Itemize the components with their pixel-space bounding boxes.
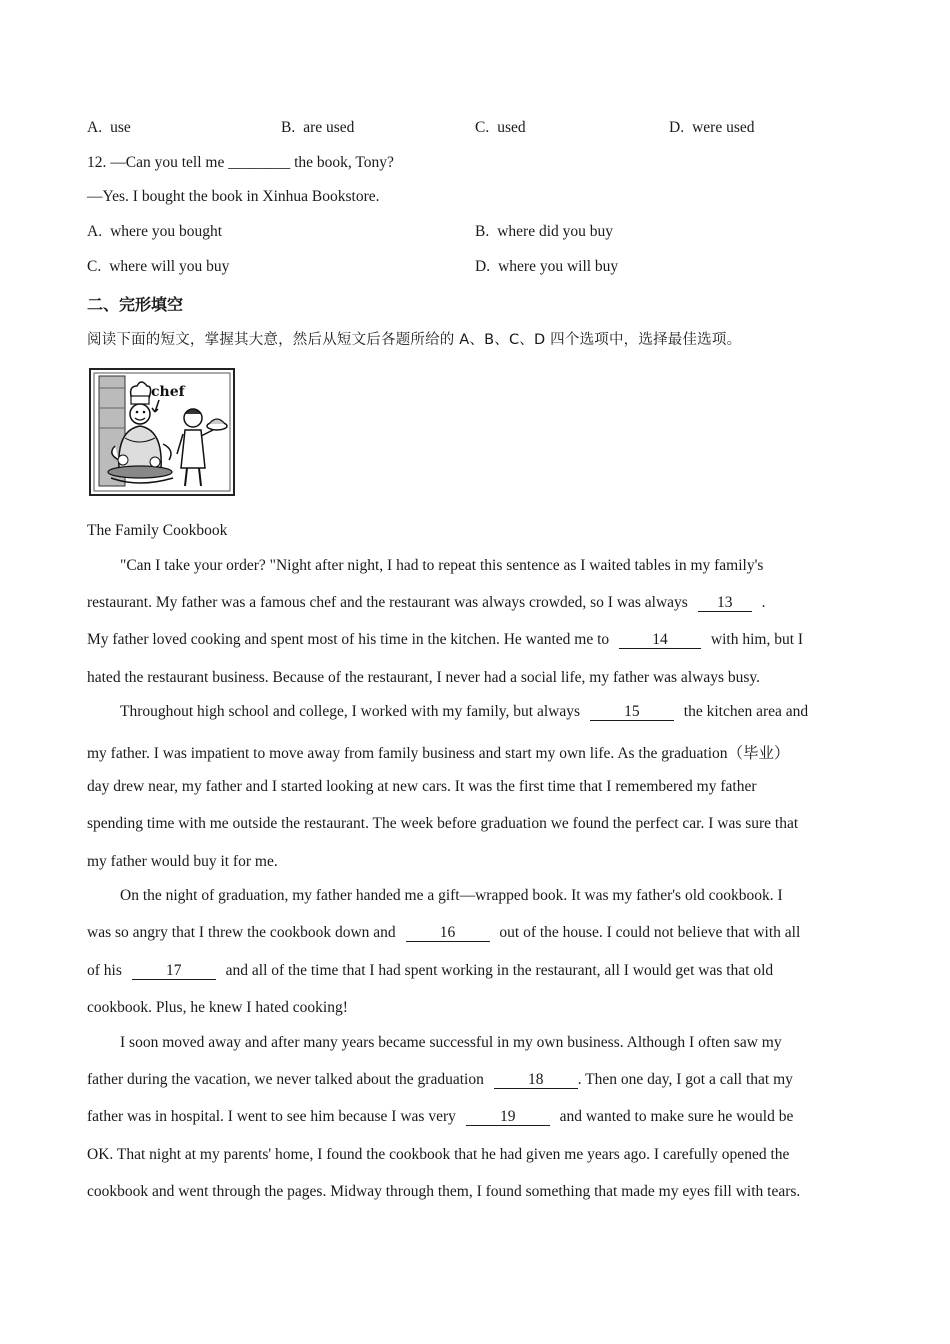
q12-reply: —Yes. I bought the book in Xinhua Bookstore. (87, 188, 380, 205)
blank-17[interactable] (132, 963, 216, 980)
q12-option-c[interactable] (87, 258, 229, 276)
option-label: A. (87, 119, 103, 136)
blank-16[interactable] (406, 925, 490, 942)
q12-stem (87, 154, 394, 172)
section-instruction: 阅读下面的短文，掌握其大意，然后从短文后各题所给的 A、B、C、D 四个选项中，选择最佳选项。 (87, 332, 742, 348)
text-span: and all of the time that I had spent working in the restaurant, all I would get was that old (225, 962, 774, 979)
p1-line-3 (87, 631, 803, 649)
option-text: were used (692, 119, 755, 136)
blank-number: 13 (716, 594, 733, 611)
blank-number: 15 (624, 703, 640, 720)
q12-option-a[interactable] (87, 223, 222, 241)
blank-number: 16 (439, 924, 456, 941)
option-text: where did you buy (497, 223, 614, 240)
option-label: C. (87, 258, 102, 275)
text-span: father during the vacation, we never talked about the graduation (87, 1071, 484, 1088)
text-span: Throughout high school and college, I worked with my family, but always (120, 703, 581, 720)
p3-line-3 (87, 962, 773, 980)
text-span: the kitchen area and (683, 703, 809, 720)
option-label: D. (475, 258, 491, 275)
q12-stem-after: the book, Tony? (290, 154, 394, 171)
q12-stem-before: 12. —Can you tell me (87, 154, 229, 171)
p4-line-1: I soon moved away and after many years became successful in my own business. Although I often saw my (120, 1034, 782, 1051)
blank-18[interactable] (494, 1072, 578, 1089)
blank-number: 19 (500, 1108, 516, 1125)
option-text: where you will buy (498, 258, 619, 275)
blank-13[interactable] (698, 595, 752, 612)
q12-blank[interactable]: ________ (228, 154, 291, 171)
p1-line-1: "Can I take your order? "Night after night, I had to repeat this sentence as I waited tables in my family's (120, 557, 764, 574)
p4-line-2 (87, 1071, 793, 1089)
option-text: are used (303, 119, 355, 136)
blank-number: 17 (166, 962, 182, 979)
text-span: . Then one day, I got a call that my (577, 1071, 793, 1088)
text-span: of his (87, 962, 122, 979)
text-span: out of the house. I could not believe that with all (499, 924, 801, 941)
chef-label: chef (151, 384, 185, 400)
q12-option-b[interactable] (475, 223, 613, 241)
p4-line-4: OK. That night at my parents' home, I found the cookbook that he had given me years ago. I carefully opened the (87, 1146, 790, 1163)
text-span: was so angry that I threw the cookbook down and (87, 924, 396, 941)
p2-line-3: day drew near, my father and I started looking at new cars. It was the first time that I remembered my father (87, 778, 757, 795)
blank-14[interactable] (619, 632, 701, 649)
p2-line-5: my father would buy it for me. (87, 853, 278, 870)
p2-line-1 (120, 703, 808, 721)
q11-option-d[interactable] (669, 119, 754, 137)
option-label: A. (87, 223, 103, 240)
q12-option-d[interactable] (475, 258, 618, 276)
option-text: used (497, 119, 526, 136)
blank-number: 14 (652, 631, 668, 648)
text-span: father was in hospital. I went to see him because I was very (87, 1108, 456, 1125)
option-label: D. (669, 119, 685, 136)
p2-line-2: my father. I was impatient to move away from family business and start my own life. As the graduation（毕业） (87, 745, 790, 762)
p3-line-2 (87, 924, 800, 942)
option-label: B. (475, 223, 490, 240)
p1-line-4: hated the restaurant business. Because of the restaurant, I never had a social life, my father was always busy. (87, 669, 761, 686)
q11-option-b[interactable] (281, 119, 354, 137)
option-text: where you bought (110, 223, 222, 240)
p4-line-3 (87, 1108, 793, 1126)
p3-line-4: cookbook. Plus, he knew I hated cooking! (87, 999, 348, 1016)
p1-line-2 (87, 594, 765, 612)
option-text: use (110, 119, 131, 136)
blank-19[interactable] (466, 1109, 550, 1126)
option-label: C. (475, 119, 490, 136)
chef-illustration (89, 368, 235, 496)
story-title: The Family Cookbook (87, 522, 228, 539)
blank-number: 18 (527, 1071, 544, 1088)
p4-line-5: cookbook and went through the pages. Midway through them, I found something that made my eyes fill with tears. (87, 1183, 801, 1200)
blank-15[interactable] (590, 704, 674, 721)
q11-option-c[interactable] (475, 119, 526, 137)
p3-line-1: On the night of graduation, my father handed me a gift—wrapped book. It was my father's old cookbook. I (120, 887, 783, 904)
text-span: . (757, 594, 766, 611)
text-span: and wanted to make sure he would be (559, 1108, 794, 1125)
p2-line-4: spending time with me outside the restaurant. The week before graduation we found the perfect car. I was sure that (87, 815, 799, 832)
text-span: restaurant. My father was a famous chef and the restaurant was always crowded, so I was always (87, 594, 688, 611)
q11-option-a[interactable] (87, 119, 131, 137)
option-text: where will you buy (109, 258, 230, 275)
text-span: with him, but I (710, 631, 804, 648)
text-span: My father loved cooking and spent most of his time in the kitchen. He wanted me to (87, 631, 610, 648)
option-label: B. (281, 119, 296, 136)
section-title: 二、完形填空 (87, 295, 184, 314)
